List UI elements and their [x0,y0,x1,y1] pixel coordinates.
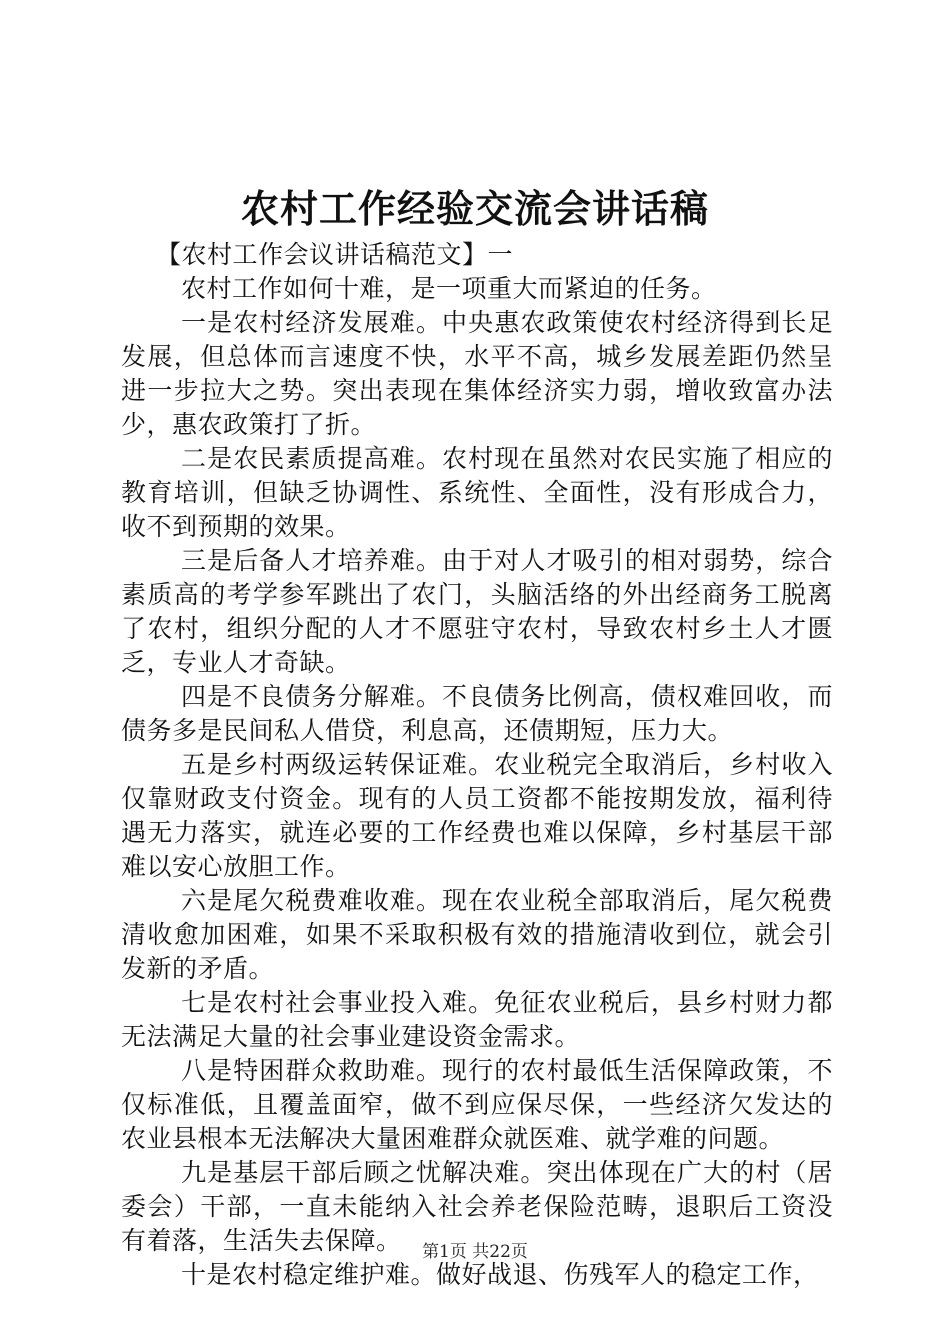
document-body [121,238,833,1292]
paragraph: 四是不良债务分解难。不良债务比例高，债权难回收，而债务多是民间私人借贷，利息高，还债期短，压力大。 [121,682,833,745]
paragraph: 五是乡村两级运转保证难。农业税完全取消后，乡村收入仅靠财政支付资金。现有的人员工资都不能按期发放，福利待遇无力落实，就连必要的工作经费也难以保障，乡村基层干部难以安心放胆工作。 [121,750,833,881]
paragraph: 六是尾欠税费难收难。现在农业税全部取消后，尾欠税费清收愈加困难，如果不采取积极有效的措施清收到位，就会引发新的矛盾。 [121,886,833,983]
paragraph: 一是农村经济发展难。中央惠农政策使农村经济得到长足发展，但总体而言速度不快，水平不高，城乡发展差距仍然呈进一步拉大之势。突出表现在集体经济实力弱，增收致富办法少，惠农政策打了折。 [121,308,833,439]
paragraph: 二是农民素质提高难。农村现在虽然对农民实施了相应的教育培训，但缺乏协调性、系统性、全面性，没有形成合力，收不到预期的效果。 [121,444,833,541]
paragraph-intro: 【农村工作会议讲话稿范文】一 [156,240,514,269]
paragraph: 十是农村稳定维护难。做好战退、伤残军人的稳定工作， [181,1260,819,1289]
page-title: 农村工作经验交流会讲话稿 [240,186,709,231]
paragraph: 九是基层干部后顾之忧解决难。突出体现在广大的村（居委会）干部，一直未能纳入社会养老保险范畴，退职后工资没有着落，生活失去保障。 [121,1158,833,1255]
paragraph: 七是农村社会事业投入难。免征农业税后，县乡村财力都无法满足大量的社会事业建设资金需求。 [121,988,833,1051]
paragraph: 八是特困群众救助难。现行的农村最低生活保障政策，不仅标准低，且覆盖面窄，做不到应保尽保，一些经济欠发达的农业县根本无法解决大量困难群众就医难、就学难的问题。 [121,1056,833,1153]
paragraph: 三是后备人才培养难。由于对人才吸引的相对弱势，综合素质高的考学参军跳出了农门，头脑活络的外出经商务工脱离了农村，组织分配的人才不愿驻守农村，导致农村乡土人才匮乏，专业人才奇缺。 [121,546,833,677]
page-number-footer: 第1页 共22页 [422,1242,528,1262]
paragraph: 农村工作如何十难，是一项重大而紧迫的任务。 [181,274,717,303]
